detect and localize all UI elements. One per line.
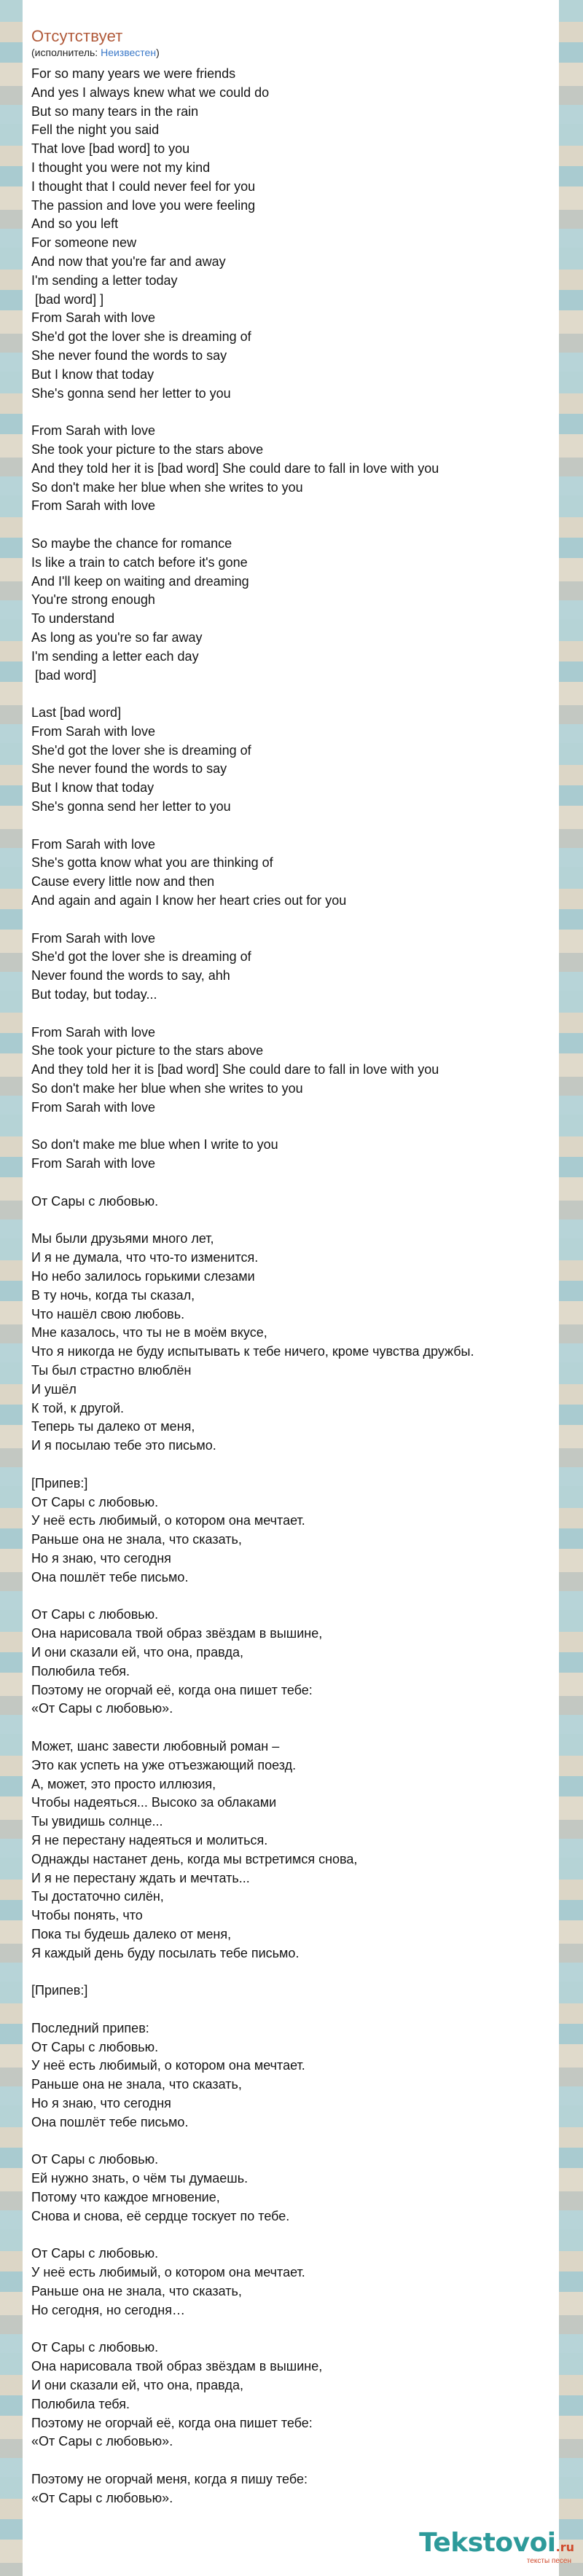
lyrics-line: But I know that today bbox=[31, 366, 154, 382]
lyrics-line: Ты увидишь солнце... bbox=[31, 1814, 163, 1829]
lyrics-line: Снова и снова, её сердце тоскует по тебе. bbox=[31, 2208, 290, 2223]
lyrics-stanza bbox=[31, 930, 549, 1005]
lyrics-line: У неё есть любимый, о котором она мечтает. bbox=[31, 2058, 305, 2073]
lyrics-line: Ей нужно знать, о чём ты думаешь. bbox=[31, 2171, 249, 2186]
lyrics-line: Она нарисовала твой образ звёздам в вышине, bbox=[31, 1626, 323, 1641]
lyrics-line: But today, but today... bbox=[31, 987, 157, 1002]
lyrics-line: И ушёл bbox=[31, 1381, 77, 1397]
artist-suffix: ) bbox=[156, 47, 160, 58]
lyrics-line: Что я никогда не буду испытывать к тебе ничего, кроме чувства дружбы. bbox=[31, 1344, 474, 1359]
lyrics-line: «От Сары с любовью». bbox=[31, 2434, 173, 2449]
lyrics-line: Но я знаю, что сегодня bbox=[31, 2096, 171, 2111]
song-title: Отсутствует bbox=[31, 27, 123, 45]
lyrics-line: Пока ты будешь далеко от меня, bbox=[31, 1926, 232, 1941]
artist-line bbox=[31, 46, 559, 59]
lyrics-line: Fell the night you said bbox=[31, 122, 160, 138]
lyrics-line: From Sarah with love bbox=[31, 1156, 156, 1171]
lyrics-line: And I'll keep on waiting and dreaming bbox=[31, 573, 249, 589]
lyrics-line: From Sarah with love bbox=[31, 723, 156, 739]
lyrics-line: В ту ночь, когда ты сказал, bbox=[31, 1287, 195, 1303]
lyrics-line: Поэтому не огорчай её, когда она пишет тебе: bbox=[31, 1682, 313, 1697]
lyrics-line: So don't make her blue when she writes to you bbox=[31, 479, 303, 495]
lyrics-line: That love [bad word] to you bbox=[31, 141, 190, 157]
lyrics-line: The passion and love you were feeling bbox=[31, 197, 256, 213]
lyrics-line: Однажды настанет день, когда мы встретимся снова, bbox=[31, 1851, 358, 1866]
logo-tagline: тексты песен bbox=[526, 2557, 571, 2565]
lyrics-line: She took your picture to the stars above bbox=[31, 441, 264, 457]
lyrics-line: У неё есть любимый, о котором она мечтает. bbox=[31, 2265, 305, 2280]
lyrics-stanza bbox=[31, 1982, 549, 2000]
lyrics-stanza bbox=[31, 2151, 549, 2226]
lyrics-line: She's gotta know what you are thinking of bbox=[31, 855, 273, 871]
lyrics-line: From Sarah with love bbox=[31, 423, 156, 439]
lyrics-stanza bbox=[31, 1024, 549, 1118]
lyrics-line: У неё есть любимый, о котором она мечтает. bbox=[31, 1513, 305, 1528]
lyrics-line: Чтобы надеяться... Высоко за облаками bbox=[31, 1795, 277, 1810]
lyrics-line: Но сегодня, но сегодня… bbox=[31, 2302, 185, 2317]
lyrics-line: From Sarah with love bbox=[31, 310, 156, 326]
lyrics-line: Ты был страстно влюблён bbox=[31, 1362, 192, 1378]
lyrics-line: Is like a train to catch before it's gone bbox=[31, 554, 248, 570]
lyrics-line: From Sarah with love bbox=[31, 1099, 156, 1115]
lyrics-line: Мы были друзьями много лет, bbox=[31, 1231, 214, 1246]
lyrics-line: Теперь ты далеко от меня, bbox=[31, 1419, 195, 1434]
lyrics-body bbox=[31, 65, 549, 2508]
lyrics-line: От Сары с любовью. bbox=[31, 2039, 159, 2054]
lyrics-stanza bbox=[31, 1606, 549, 1719]
lyrics-line: She took your picture to the stars above bbox=[31, 1043, 264, 1059]
lyrics-line: Но я знаю, что сегодня bbox=[31, 1550, 171, 1566]
lyrics-line: She'd got the lover she is dreaming of bbox=[31, 949, 251, 965]
lyrics-line: And now that you're far and away bbox=[31, 254, 226, 269]
lyrics-line: To understand bbox=[31, 611, 115, 627]
lyrics-line: For someone new bbox=[31, 235, 137, 251]
lyrics-line: And again and again I know her heart cries out for you bbox=[31, 893, 347, 908]
lyrics-line: Мне казалось, что ты не в моём вкусе, bbox=[31, 1325, 267, 1340]
lyrics-line: And so you left bbox=[31, 216, 119, 232]
lyrics-line: Поэтому не огорчай меня, когда я пишу тебе: bbox=[31, 2472, 308, 2486]
lyrics-line: И они сказали ей, что она, правда, bbox=[31, 1644, 243, 1660]
lyrics-line: I thought that I could never feel for you bbox=[31, 178, 256, 194]
lyrics-line: А, может, это просто иллюзия, bbox=[31, 1776, 216, 1791]
lyrics-line: Раньше она не знала, что сказать, bbox=[31, 1532, 242, 1547]
lyrics-stanza bbox=[31, 2339, 549, 2451]
lyrics-stanza bbox=[31, 1230, 549, 1456]
lyrics-line: От Сары с любовью. bbox=[31, 2152, 159, 2167]
lyrics-line: Cause every little now and then bbox=[31, 874, 215, 890]
lyrics-line: Я не перестану надеяться и молиться. bbox=[31, 1832, 268, 1847]
lyrics-line: Полюбила тебя. bbox=[31, 2396, 130, 2411]
lyrics-line: Never found the words to say, ahh bbox=[31, 968, 230, 983]
lyrics-stanza bbox=[31, 2245, 549, 2320]
lyrics-line: [bad word] ] bbox=[31, 291, 104, 307]
lyrics-line: From Sarah with love bbox=[31, 836, 156, 852]
lyrics-line: For so many years we were friends bbox=[31, 66, 236, 81]
lyrics-line: Она нарисовала твой образ звёздам в вышине, bbox=[31, 2359, 323, 2374]
lyrics-line: As long as you're so far away bbox=[31, 629, 203, 645]
lyrics-line: She's gonna send her letter to you bbox=[31, 385, 231, 401]
lyrics-line: And yes I always knew what we could do bbox=[31, 85, 270, 100]
lyrics-line: From Sarah with love bbox=[31, 1024, 156, 1040]
lyrics-line: You're strong enough bbox=[31, 592, 155, 608]
lyrics-line: Поэтому не огорчай её, когда она пишет тебе: bbox=[31, 2415, 313, 2430]
lyrics-stanza bbox=[31, 2019, 549, 2132]
lyrics-line: Последний припев: bbox=[31, 2020, 149, 2035]
lyrics-line: Это как успеть на уже отъезжающий поезд. bbox=[31, 1757, 297, 1772]
lyrics-stanza bbox=[31, 422, 549, 516]
artist-prefix: (исполнитель: bbox=[31, 47, 101, 58]
lyrics-line: Может, шанс завести любовный роман – bbox=[31, 1738, 280, 1754]
lyrics-line: К той, к другой. bbox=[31, 1400, 125, 1415]
lyrics-line: От Сары с любовью. bbox=[31, 2340, 159, 2355]
lyrics-stanza bbox=[31, 704, 549, 817]
lyrics-line: So don't make her blue when she writes to you bbox=[31, 1081, 303, 1096]
lyrics-line: I'm sending a letter each day bbox=[31, 648, 199, 664]
lyrics-line: [Припев:] bbox=[31, 1475, 88, 1491]
lyrics-stanza bbox=[31, 2470, 549, 2508]
lyrics-line: And they told her it is [bad word] She could dare to fall in love with you bbox=[31, 460, 439, 476]
lyrics-line: Потому что каждое мгновение, bbox=[31, 2190, 220, 2205]
site-logo[interactable] bbox=[419, 2530, 574, 2565]
lyrics-line: Раньше она не знала, что сказать, bbox=[31, 2284, 242, 2299]
lyrics-line: Но небо залилось горькими слезами bbox=[31, 1269, 255, 1284]
lyrics-line: She never found the words to say bbox=[31, 761, 227, 777]
lyrics-line: [Припев:] bbox=[31, 1983, 88, 1998]
lyrics-line: От Сары с любовью. bbox=[31, 1193, 159, 1209]
lyrics-line: «От Сары с любовью». bbox=[31, 1701, 173, 1716]
lyrics-card bbox=[23, 0, 559, 2576]
lyrics-line: But so many tears in the rain bbox=[31, 103, 199, 119]
lyrics-line: От Сары с любовью. bbox=[31, 1607, 159, 1622]
lyrics-line: From Sarah with love bbox=[31, 498, 156, 514]
lyrics-line: She'd got the lover she is dreaming of bbox=[31, 742, 251, 758]
lyrics-line: She never found the words to say bbox=[31, 347, 227, 363]
lyrics-line: From Sarah with love bbox=[31, 930, 156, 946]
lyrics-line: И я посылаю тебе это письмо. bbox=[31, 1438, 216, 1453]
lyrics-line: Last [bad word] bbox=[31, 705, 122, 720]
lyrics-stanza bbox=[31, 65, 549, 403]
lyrics-line: От Сары с любовью. bbox=[31, 1494, 159, 1509]
lyrics-line: So don't make me blue when I write to you bbox=[31, 1137, 278, 1152]
lyrics-line: Я каждый день буду посылать тебе письмо. bbox=[31, 1945, 300, 1960]
lyrics-stanza bbox=[31, 1193, 549, 1212]
lyrics-line: And they told her it is [bad word] She could dare to fall in love with you bbox=[31, 1062, 439, 1077]
lyrics-line: От Сары с любовью. bbox=[31, 2246, 159, 2261]
lyrics-line: И я не перестану ждать и мечтать... bbox=[31, 1870, 250, 1885]
logo-tld: .ru bbox=[555, 2540, 574, 2554]
lyrics-stanza bbox=[31, 1474, 549, 1587]
lyrics-line: И они сказали ей, что она, правда, bbox=[31, 2378, 243, 2393]
lyrics-stanza bbox=[31, 836, 549, 911]
lyrics-line: She'd got the lover she is dreaming of bbox=[31, 329, 251, 345]
lyrics-line: [bad word] bbox=[31, 667, 97, 683]
lyrics-line: Ты достаточно силён, bbox=[31, 1889, 164, 1904]
lyrics-line: И я не думала, что что-то изменится. bbox=[31, 1250, 259, 1265]
lyrics-line: I'm sending a letter today bbox=[31, 272, 178, 288]
lyrics-stanza bbox=[31, 1737, 549, 1963]
artist-link[interactable]: Неизвестен bbox=[101, 47, 157, 58]
lyrics-line: Что нашёл свою любовь. bbox=[31, 1306, 185, 1322]
lyrics-line: Полюбила тебя. bbox=[31, 1663, 130, 1678]
lyrics-line: So maybe the chance for romance bbox=[31, 535, 232, 551]
lyrics-stanza bbox=[31, 535, 549, 685]
lyrics-line: I thought you were not my kind bbox=[31, 160, 211, 175]
lyrics-line: Раньше она не знала, что сказать, bbox=[31, 2077, 242, 2092]
lyrics-line: Чтобы понять, что bbox=[31, 1908, 143, 1923]
lyrics-line: But I know that today bbox=[31, 780, 154, 796]
lyrics-line: Она пошлёт тебе письмо. bbox=[31, 1569, 189, 1585]
lyrics-stanza bbox=[31, 1136, 549, 1174]
lyrics-line: She's gonna send her letter to you bbox=[31, 799, 231, 814]
lyrics-line: «От Сары с любовью». bbox=[31, 2490, 173, 2505]
logo-wordmark: Tekstovoi bbox=[419, 2528, 556, 2558]
lyrics-line: Она пошлёт тебе письмо. bbox=[31, 2114, 189, 2129]
